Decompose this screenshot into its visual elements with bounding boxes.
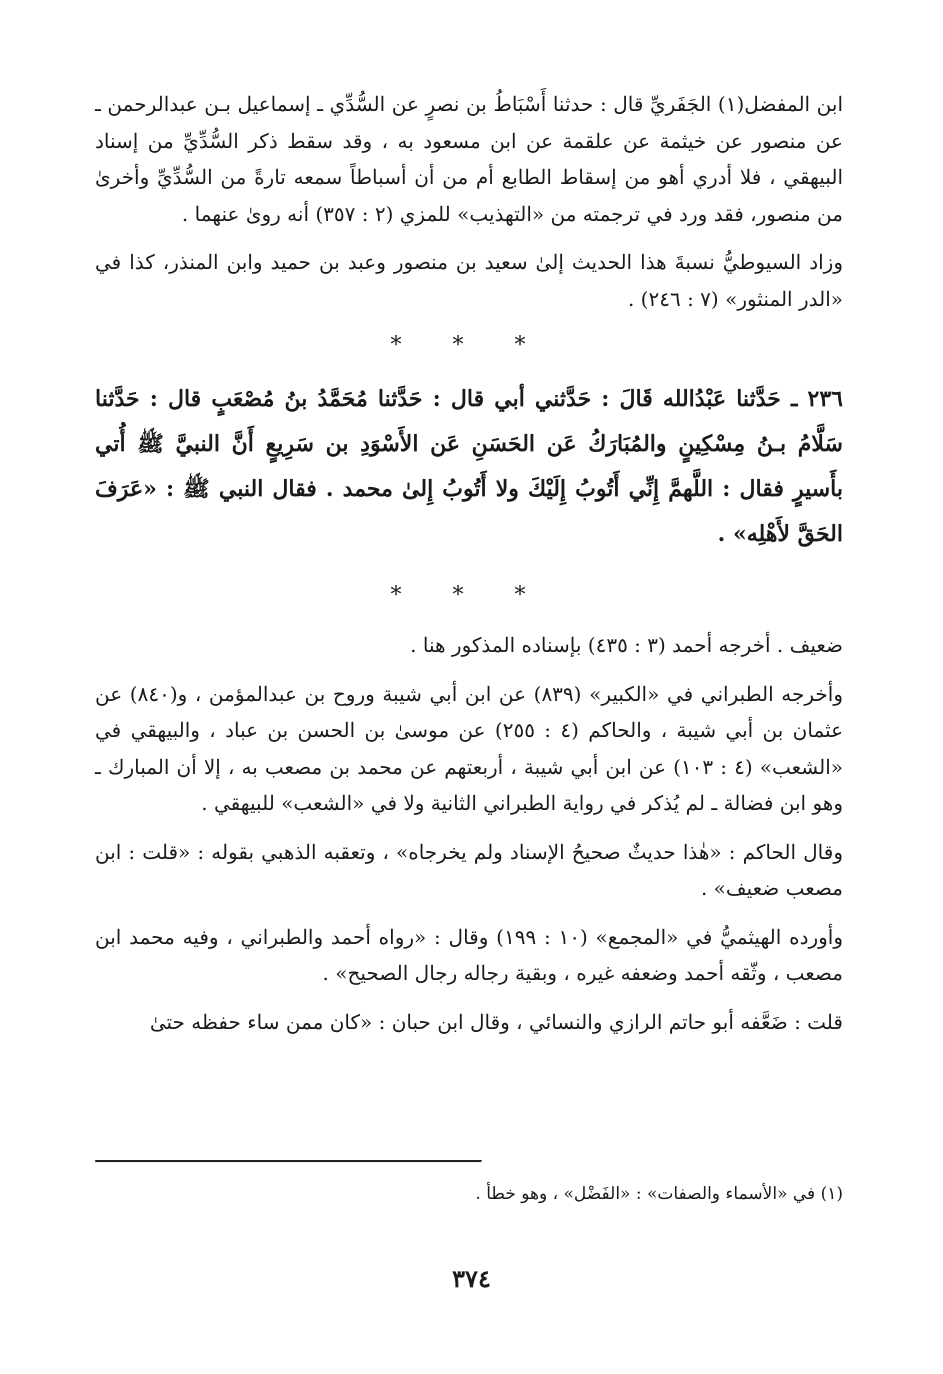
footnote: (١) في «الأسماء والصفات» : «الفَضْل» ، وهو خطأ .: [475, 1184, 843, 1204]
footnote-divider: [95, 1160, 482, 1163]
page-number: ٣٧٤: [452, 1264, 491, 1293]
commentary-haythami: وأورده الهيثميُّ في «المجمع» (١٠ : ١٩٩) وقال : «رواه أحمد والطبراني ، وفيه محمد ابن مصعب ، وثّقه أحمد وضعفه غيره ، وبقية رجاله رجال الصحيح» .: [95, 924, 844, 985]
commentary-grading: ضعيف . أخرجه أحمد (٣ : ٤٣٥) بإسناده المذكور هنا .: [410, 633, 843, 657]
section-separator: * * *: [390, 583, 548, 608]
commentary-takhrij: وأخرجه الطبراني في «الكبير» (٨٣٩) عن ابن أبي شيبة وروح بن عبدالمؤمن ، و(٨٤٠) عن عثمان بن أبي شيبة ، والحاكم (٤ : ٢٥٥) عن موسىٰ بن الحسن بن عباد ، والبيهقي في «الشعب» (٤ : ١٠٣) عن ابن أبي شيبة ، أربعتهم عن محمد بن مصعب به ، إلا أن المبارك ـ وهو ابن فضالة ـ لم يُذكر في رواية الطبراني الثانية ولا في «الشعب» للبيهقي .: [95, 681, 844, 815]
commentary-hakim: وقال الحاكم : «هٰذا حديثٌ صحيحُ الإسناد ولم يخرجاه» ، وتعقبه الذهبي بقوله : «قلت : ابن مصعب ضعيف» .: [95, 839, 843, 900]
page-body: [95, 86, 843, 1040]
commentary-qultu: قلت : ضَعَّفه أبو حاتم الرازي والنسائي ، وقال ابن حبان : «كان ممن ساء حفظه حتىٰ: [149, 1009, 843, 1034]
section-separator: * * *: [390, 333, 548, 358]
paragraph-isnad-discussion: ابن المفضل(١) الجَفَريِّ قال : حدثنا أَسْبَاطُ بن نصرٍ عن السُّدِّي ـ إسماعيل بـن عبدالرحمن ـ عن منصور عن خيثمة عن علقمة عن ابن مسعود به ، وقد سقط ذكر السُّدِّيِّ من إسناد البيهقي ، فلا أدري أهو من إسقاط الطابع أم من أن أسباطاً سمعه تارةً من السُّدِّيِّ وأخرىٰ من منصور، فقد ورد في ترجمته من «التهذيب» للمزي (٢ : ٣٥٧) أنه روىٰ عنهما .: [95, 92, 844, 226]
paragraph-suyuti-attribution: وزاد السيوطيُّ نسبةَ هذا الحديث إلىٰ سعيد بن منصور وعبد بن حميد وابن المنذر، كذا في «الدر المنثور» (٧ : ٢٤٦) .: [95, 250, 843, 311]
hadith-text: ٢٣٦ ـ حَدَّثنا عَبْدُالله قَالَ : حَدَّثني أبي قال : حَدَّثنا مُحَمَّدُ بنُ مُصْعَبٍ قال : حَدَّثنا سَلَّامُ بـنُ مِسْكِينٍ والمُبَارَكُ عَن الحَسَنِ عَن الأَسْوَدِ بن سَرِيعٍ أَنَّ النبيَّ ﷺ أُتي بأَسيرٍ فقال : اللَّهمَّ إِنِّي أَتُوبُ إِلَيْكَ ولا أَتُوبُ إِلىٰ محمد . فقال النبي ﷺ : «عَرَفَ الحَقَّ لأَهْلِه» .: [95, 386, 843, 547]
